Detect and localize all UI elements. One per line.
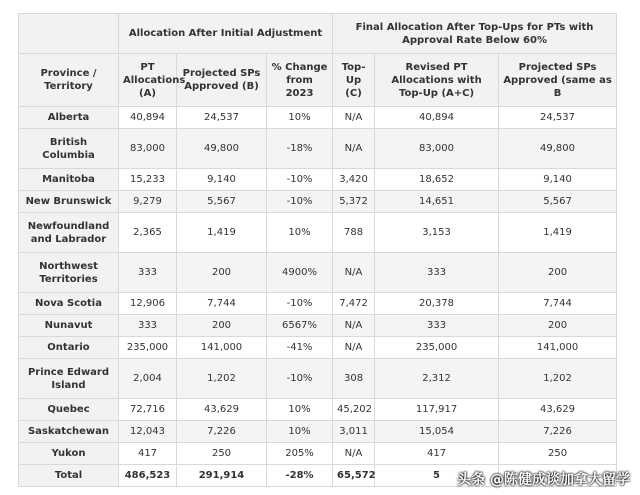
allocation-table	[18, 13, 617, 487]
corner-blank-cell	[19, 14, 119, 54]
table-cell: N/A	[333, 315, 375, 337]
table-cell: 65,572	[333, 465, 375, 487]
row-header-province: Alberta	[19, 107, 119, 129]
table-cell: 83,000	[375, 129, 499, 169]
table-cell: 6567%	[267, 315, 333, 337]
table-cell: -10%	[267, 169, 333, 191]
table-cell: 3,153	[375, 213, 499, 253]
table-cell: 9,279	[119, 191, 177, 213]
table-row	[19, 169, 617, 191]
initial-allocation-group-header: Allocation After Initial Adjustment	[119, 14, 333, 54]
table-row	[19, 337, 617, 359]
table-cell: 117,917	[375, 399, 499, 421]
table-row	[19, 443, 617, 465]
column-header-projected-sps-same: Projected SPs Approved (same as B	[499, 54, 617, 107]
row-header-province: Manitoba	[19, 169, 119, 191]
table-cell: 5,567	[499, 191, 617, 213]
table-row	[19, 107, 617, 129]
table-cell: 14,651	[375, 191, 499, 213]
table-cell: 72,716	[119, 399, 177, 421]
table-cell: 40,894	[119, 107, 177, 129]
table-cell: 3,011	[333, 421, 375, 443]
group-header-row	[19, 14, 617, 54]
table-cell: -10%	[267, 293, 333, 315]
table-cell: 1,419	[499, 213, 617, 253]
table-cell: 250	[177, 443, 267, 465]
table-cell: 308	[333, 359, 375, 399]
table-cell: 43,629	[499, 399, 617, 421]
table-cell: 45,202	[333, 399, 375, 421]
table-row	[19, 191, 617, 213]
table-cell: 417	[119, 443, 177, 465]
table-cell: 20,378	[375, 293, 499, 315]
table-cell: 235,000	[375, 337, 499, 359]
table-cell: 15,054	[375, 421, 499, 443]
column-header-province: Province / Territory	[19, 54, 119, 107]
row-header-province: Northwest Territories	[19, 253, 119, 293]
table-cell: 333	[375, 315, 499, 337]
table-cell: 2,312	[375, 359, 499, 399]
table-cell: 333	[119, 253, 177, 293]
table-cell: 2,004	[119, 359, 177, 399]
table-cell: 12,906	[119, 293, 177, 315]
table-cell: -10%	[267, 191, 333, 213]
table-cell: 43,629	[177, 399, 267, 421]
table-row	[19, 253, 617, 293]
table-cell: N/A	[333, 337, 375, 359]
table-cell: 7,226	[177, 421, 267, 443]
table-row	[19, 359, 617, 399]
table-cell: 200	[499, 253, 617, 293]
table-cell: 18,652	[375, 169, 499, 191]
table-cell: -28%	[267, 465, 333, 487]
table-cell: -18%	[267, 129, 333, 169]
table-row	[19, 315, 617, 337]
table-cell: 7,226	[499, 421, 617, 443]
row-header-province: New Brunswick	[19, 191, 119, 213]
table-cell: 5	[375, 465, 499, 487]
table-row	[19, 129, 617, 169]
table-cell: -41%	[267, 337, 333, 359]
row-header-province: British Columbia	[19, 129, 119, 169]
table-cell: 49,800	[499, 129, 617, 169]
row-header-province: Saskatchewan	[19, 421, 119, 443]
table-cell: 141,000	[177, 337, 267, 359]
row-header-province: Nunavut	[19, 315, 119, 337]
table-row	[19, 421, 617, 443]
row-header-province: Ontario	[19, 337, 119, 359]
table-cell: 7,744	[499, 293, 617, 315]
table-cell: 333	[119, 315, 177, 337]
table-cell: 4900%	[267, 253, 333, 293]
table-cell: 12,043	[119, 421, 177, 443]
table-cell: 5,567	[177, 191, 267, 213]
table-cell: 49,800	[177, 129, 267, 169]
table-cell: 15,233	[119, 169, 177, 191]
table-cell: 7,744	[177, 293, 267, 315]
table-cell: N/A	[333, 443, 375, 465]
table-cell: 5,372	[333, 191, 375, 213]
table-cell: 83,000	[119, 129, 177, 169]
column-header-revised-allocations: Revised PT Allocations with Top-Up (A+C)	[375, 54, 499, 107]
table-cell: 24,537	[177, 107, 267, 129]
table-cell: 10%	[267, 107, 333, 129]
table-cell: 788	[333, 213, 375, 253]
table-cell: 1,419	[177, 213, 267, 253]
table-cell: 486,523	[119, 465, 177, 487]
table-row	[19, 213, 617, 253]
table-cell: 1,202	[177, 359, 267, 399]
column-header-pt-allocations: PT Allocations (A)	[119, 54, 177, 107]
row-header-province: Newfoundland and Labrador	[19, 213, 119, 253]
table-cell: N/A	[333, 253, 375, 293]
table-cell: 10%	[267, 399, 333, 421]
allocation-table-container	[18, 13, 616, 487]
table-cell: 333	[375, 253, 499, 293]
column-header-projected-sps: Projected SPs Approved (B)	[177, 54, 267, 107]
table-cell: 200	[177, 315, 267, 337]
row-header-province: Quebec	[19, 399, 119, 421]
row-header-province: Prince Edward Island	[19, 359, 119, 399]
table-cell: 40,894	[375, 107, 499, 129]
table-cell: 10%	[267, 421, 333, 443]
table-cell: 9,140	[499, 169, 617, 191]
final-allocation-group-header: Final Allocation After Top-Ups for PTs with Approval Rate Below 60%	[333, 14, 617, 54]
table-cell: -10%	[267, 359, 333, 399]
table-row	[19, 293, 617, 315]
row-header-province: Yukon	[19, 443, 119, 465]
row-header-province: Nova Scotia	[19, 293, 119, 315]
table-cell: 250	[499, 443, 617, 465]
table-cell: 3,420	[333, 169, 375, 191]
row-header-province: Total	[19, 465, 119, 487]
table-cell: N/A	[333, 129, 375, 169]
column-header-percent-change: % Change from 2023	[267, 54, 333, 107]
table-cell: 205%	[267, 443, 333, 465]
table-cell: 9,140	[177, 169, 267, 191]
column-header-top-up: Top-Up (C)	[333, 54, 375, 107]
table-cell: 24,537	[499, 107, 617, 129]
table-cell: N/A	[333, 107, 375, 129]
table-row	[19, 399, 617, 421]
table-cell: 2,365	[119, 213, 177, 253]
table-cell: 200	[499, 315, 617, 337]
table-cell: 417	[375, 443, 499, 465]
table-cell: 200	[177, 253, 267, 293]
watermark-text: 头条 @陈健成谈加拿大留学	[457, 472, 630, 488]
table-cell: 1,202	[499, 359, 617, 399]
table-cell: 10%	[267, 213, 333, 253]
table-cell: 141,000	[499, 337, 617, 359]
column-header-row	[19, 54, 617, 107]
table-cell: 235,000	[119, 337, 177, 359]
table-body	[19, 107, 617, 487]
table-cell: 7,472	[333, 293, 375, 315]
table-cell: 291,914	[177, 465, 267, 487]
